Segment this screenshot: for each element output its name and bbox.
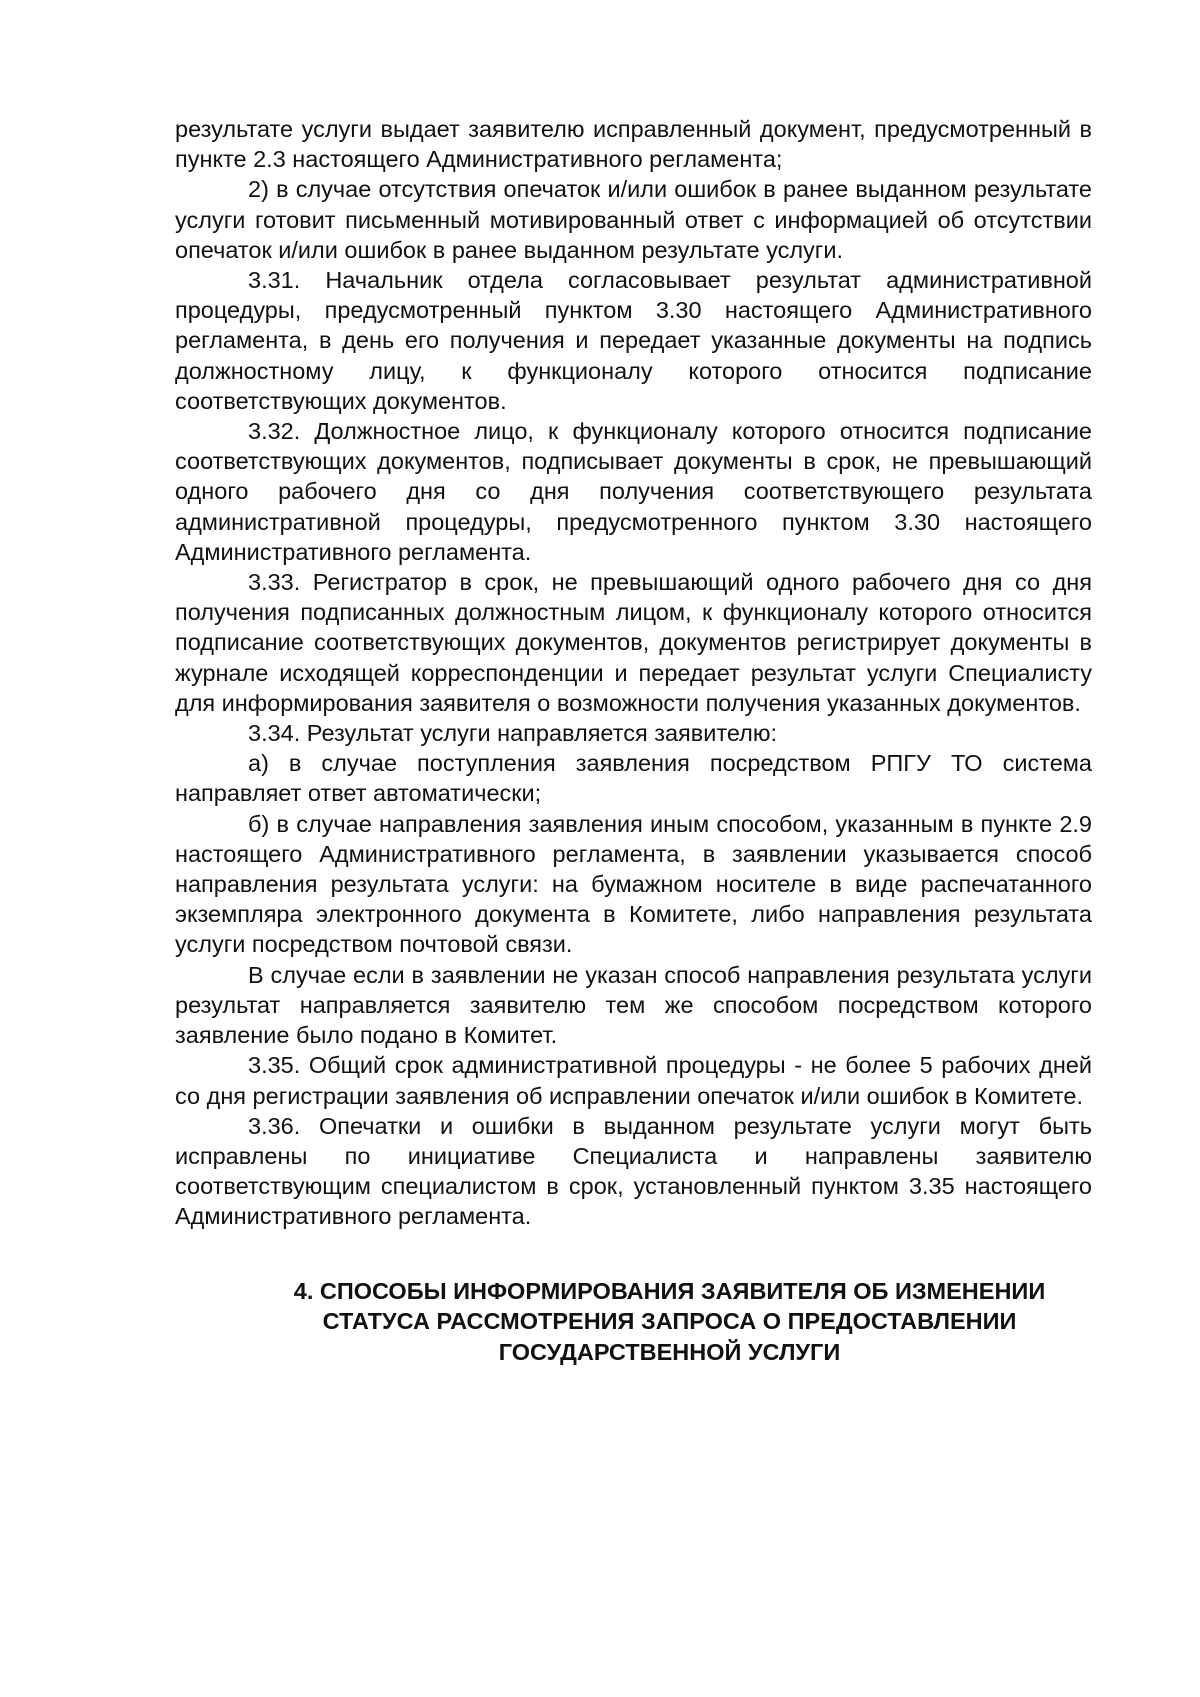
- section-heading-line-2: СТАТУСА РАССМОТРЕНИЯ ЗАПРОСА О ПРЕДОСТАВЛЕНИИ: [322, 1308, 1017, 1335]
- paragraph-2: 2) в случае отсутствия опечаток и/или ошибок в ранее выданном результате услуги готовит письменный мотивированный ответ с информацией об отсутствии опечаток и/или ошибок в ранее выданном результате услуги.: [175, 176, 1092, 263]
- paragraph-3-34: 3.34. Результат услуги направляется заявителю:: [248, 720, 778, 747]
- paragraph-3-36: 3.36. Опечатки и ошибки в выданном результате услуги могут быть исправлены по инициативе Специалиста и направлены заявителю соответствующим специалистом в срок, установленный пунктом 3.35 настоящего Административного регламента.: [175, 1112, 1092, 1230]
- paragraph-3-34-b: б) в случае направления заявления иным способом, указанным в пункте 2.9 настоящего Административного регламента, в заявлении указывается способ направления результата услуги: на бумажном носителе в виде распечатанного экземпляра электронного документа в Комитете, либо направления результата услуги посредством почтовой связи.: [175, 810, 1092, 958]
- paragraph-3-33: 3.33. Регистратор в срок, не превышающий одного рабочего дня со дня получения подписанных должностным лицом, к функционалу которого относится подписание соответствующих документов, документов регистрирует документы в журнале исходящей корреспонденции и передает результат услуги Специалисту для информирования заявителя о возможности получения указанных документов.: [175, 569, 1092, 716]
- paragraph-1: результате услуги выдает заявителю исправленный документ, предусмотренный в пункте 2.3 настоящего Административного регламента;: [175, 116, 1092, 173]
- paragraph-3-32: 3.32. Должностное лицо, к функционалу которого относится подписание соответствующих документов, подписывает документы в срок, не превышающий одного рабочего дня со дня получения соответствующего результата административной процедуры, предусмотренного пунктом 3.30 настоящего Административного регламента.: [175, 418, 1092, 565]
- document-page: [175, 114, 1092, 1367]
- section-heading-line-3: ГОСУДАРСТВЕННОЙ УСЛУГИ: [498, 1338, 841, 1365]
- paragraph-3-31: 3.31. Начальник отдела согласовывает результат административной процедуры, предусмотренный пунктом 3.30 настоящего Административного регламента, в день его получения и передает указанные документы на подпись должностному лицу, к функционалу которого относится подписание соответствующих документов.: [175, 267, 1092, 414]
- paragraph-delivery-default: В случае если в заявлении не указан способ направления результата услуги результат направляется заявителю тем же способом посредством которого заявление было подано в Комитет.: [175, 961, 1092, 1049]
- paragraph-3-34-a: а) в случае поступления заявления посредством РПГУ ТО система направляет ответ автоматически;: [175, 750, 1092, 807]
- section-heading: [175, 1276, 1092, 1368]
- paragraph-3-35: 3.35. Общий срок административной процедуры - не более 5 рабочих дней со дня регистрации заявления об исправлении опечаток и/или ошибок в Комитете.: [175, 1052, 1092, 1109]
- section-heading-line-1: 4. СПОСОБЫ ИНФОРМИРОВАНИЯ ЗАЯВИТЕЛЯ ОБ ИЗМЕНЕНИИ: [293, 1277, 1046, 1304]
